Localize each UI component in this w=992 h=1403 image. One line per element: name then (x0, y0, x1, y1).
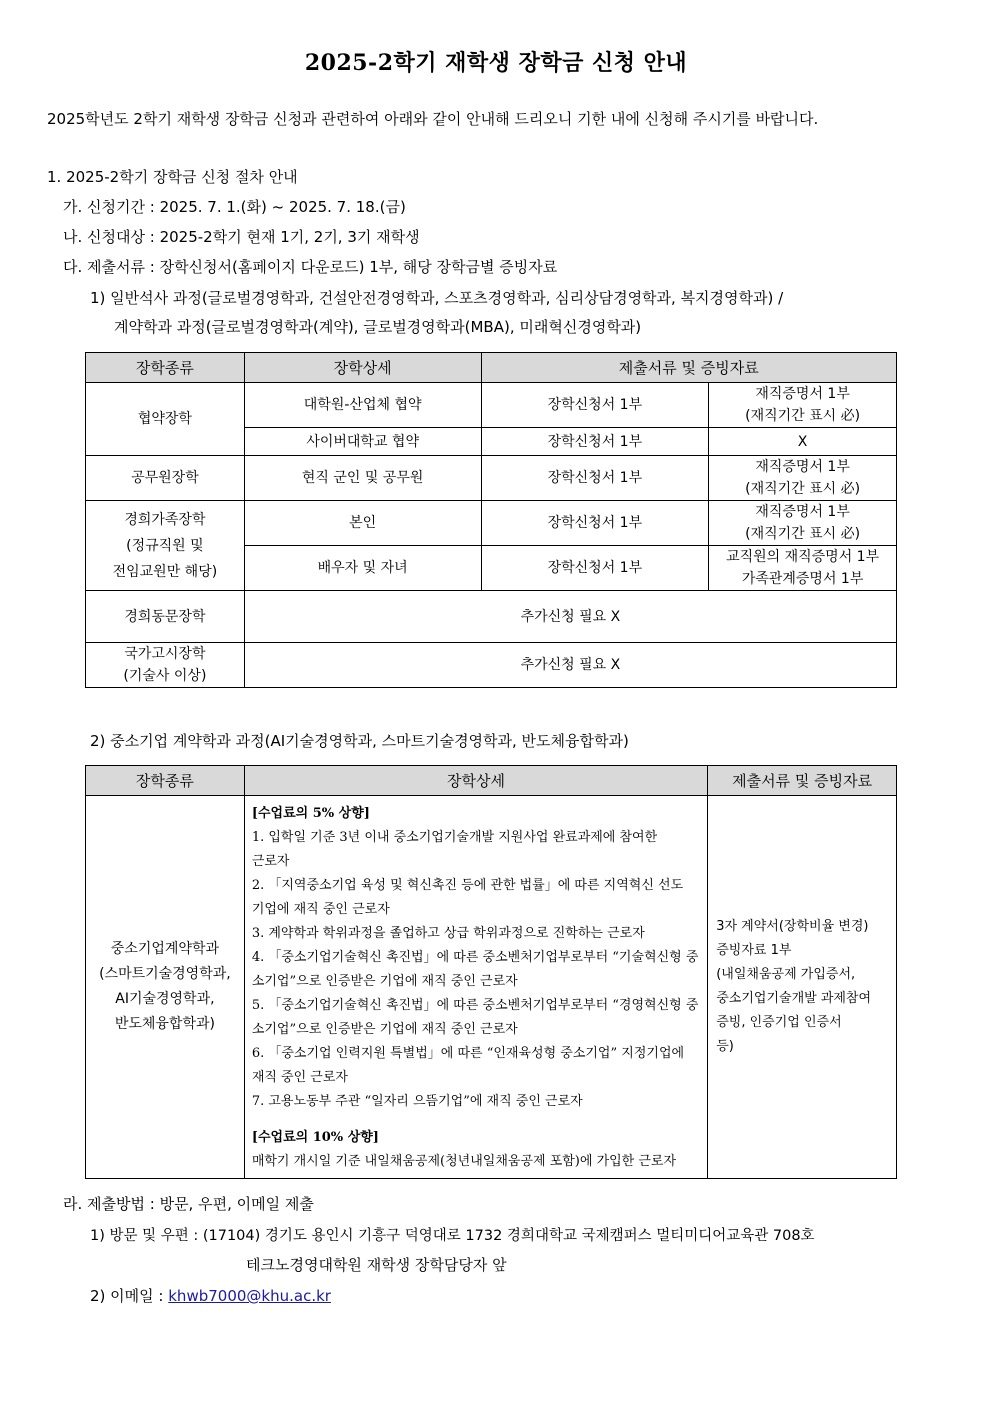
form-cell: 장학신청서 1부 (481, 546, 709, 591)
submission-method: 라. 제출방법 : 방문, 우편, 이메일 제출 (63, 1195, 314, 1213)
list-item: 1. 입학일 기준 3년 이내 중소기업기술개발 지원사업 완료과제에 참여한 (251, 830, 658, 845)
visit-mail-address: 1) 방문 및 우편 : (17104) 경기도 용인시 기흥구 덕영대로 1732 경희대학교 국제캠퍼스 멀티미디어교육관 708호 (90, 1228, 815, 1244)
col-header-type: 장학종류 (86, 353, 245, 383)
email-row (90, 1285, 331, 1306)
col-header-docs: 제출서류 및 증빙자료 (708, 766, 897, 796)
application-period: 가. 신청기간 : 2025. 7. 1.(화) ~ 2025. 7. 18.(금) (63, 198, 406, 216)
form-cell: 장학신청서 1부 (481, 383, 709, 428)
detail-self: 본인 (244, 501, 481, 546)
detail-industry-agreement: 대학원-산업체 협약 (244, 383, 481, 428)
proof-cell: 재직증명서 1부 (재직기간 표시 必) (709, 501, 897, 546)
proof-cell: X (709, 428, 897, 456)
proof-cell: 교직원의 재직증명서 1부 가족관계증명서 1부 (709, 546, 897, 591)
list-item: 재직 중인 근로자 (251, 1070, 348, 1085)
type-agreement: 협약장학 (86, 383, 245, 456)
no-application-note: 추가신청 필요 X (244, 591, 896, 643)
type-public-servant: 공무원장학 (86, 456, 245, 501)
email-label: 2) 이메일 : (90, 1287, 164, 1305)
ten-percent-header: [수업료의 10% 상향] (251, 1130, 379, 1145)
sme-docs: 3자 계약서(장학비율 변경) 증빙자료 1부 (내일채움공제 가입증서, 중소기업기술개발 과제참여 증빙, 인증기업 인증서 등) (708, 796, 897, 1179)
type-national-exam: 국가고시장학 (기술사 이상) (86, 643, 245, 688)
detail-cyber-university: 사이버대학교 협약 (244, 428, 481, 456)
list-item: 2. 「지역중소기업 육성 및 혁신촉진 등에 관한 법률」에 따른 지역혁신 선도 (251, 878, 684, 893)
list-item: 3. 계약학과 학위과정을 졸업하고 상급 학위과정으로 진학하는 근로자 (251, 926, 645, 941)
col-header-detail: 장학상세 (244, 766, 707, 796)
col-header-docs: 제출서류 및 증빙자료 (481, 353, 897, 383)
sme-contract-course: 2) 중소기업 계약학과 과정(AI기술경영학과, 스마트기술경영학과, 반도체융합학과) (90, 732, 629, 750)
list-item: 근로자 (251, 854, 290, 869)
form-cell: 장학신청서 1부 (481, 456, 709, 501)
visit-mail-recipient: 테크노경영대학원 재학생 장학담당자 앞 (246, 1256, 507, 1274)
scholarship-table-1 (85, 352, 897, 688)
form-cell: 장학신청서 1부 (481, 501, 709, 546)
list-item: 소기업”으로 인증받은 기업에 재직 중인 근로자 (251, 1022, 518, 1037)
detail-military-official: 현직 군인 및 공무원 (244, 456, 481, 501)
contract-course: 계약학과 과정(글로벌경영학과(계약), 글로벌경영학과(MBA), 미래혁신경영학과) (114, 318, 642, 336)
detail-spouse-children: 배우자 및 자녀 (244, 546, 481, 591)
list-item: 기업에 재직 중인 근로자 (251, 902, 390, 917)
application-target: 나. 신청대상 : 2025-2학기 현재 1기, 2기, 3기 재학생 (63, 228, 420, 246)
type-sme-contract: 중소기업계약학과 (스마트기술경영학과, AI기술경영학과, 반도체융합학과) (86, 796, 245, 1179)
type-family: 경희가족장학 (정규직원 및 전임교원만 해당) (86, 501, 245, 591)
five-percent-header: [수업료의 5% 상향] (251, 806, 370, 821)
list-item: 5. 「중소기업기술혁신 촉진법」에 따른 중소벤처기업부로부터 “경영혁신형 중 (251, 998, 699, 1013)
list-item: 7. 고용노동부 주관 “일자리 으뜸기업”에 재직 중인 근로자 (251, 1094, 583, 1109)
form-cell: 장학신청서 1부 (481, 428, 709, 456)
col-header-detail: 장학상세 (244, 353, 481, 383)
sme-detail-list (244, 796, 707, 1179)
no-application-note: 추가신청 필요 X (244, 643, 896, 688)
intro-text: 2025학년도 2학기 재학생 장학금 신청과 관련하여 아래와 같이 안내해 드리오니 기한 내에 신청해 주시기를 바랍니다. (47, 110, 819, 128)
list-item: 매학기 개시일 기준 내일채움공제(청년내일채움공제 포함)에 가입한 근로자 (251, 1154, 677, 1169)
proof-cell: 재직증명서 1부 (재직기간 표시 必) (709, 383, 897, 428)
email-link[interactable]: khwb7000@khu.ac.kr (168, 1287, 331, 1305)
page-title: 2025-2학기 재학생 장학금 신청 안내 (304, 50, 688, 76)
proof-cell: 재직증명서 1부 (재직기간 표시 必) (709, 456, 897, 501)
list-item: 소기업”으로 인증받은 기업에 재직 중인 근로자 (251, 974, 518, 989)
scholarship-table-2 (85, 765, 897, 1179)
general-master-course: 1) 일반석사 과정(글로벌경영학과, 건설안전경영학과, 스포츠경영학과, 심리상담경영학과, 복지경영학과) / (90, 289, 784, 307)
section-heading: 1. 2025-2학기 장학금 신청 절차 안내 (47, 168, 298, 186)
col-header-type: 장학종류 (86, 766, 245, 796)
list-item: 6. 「중소기업 인력지원 특별법」에 따른 “인재육성형 중소기업” 지정기업에 (251, 1046, 685, 1061)
required-documents: 다. 제출서류 : 장학신청서(홈페이지 다운로드) 1부, 해당 장학금별 증빙자료 (63, 258, 558, 276)
list-item: 4. 「중소기업기술혁신 촉진법」에 따른 중소벤처기업부로부터 “기술혁신형 중 (251, 950, 699, 965)
type-alumni: 경희동문장학 (86, 591, 245, 643)
